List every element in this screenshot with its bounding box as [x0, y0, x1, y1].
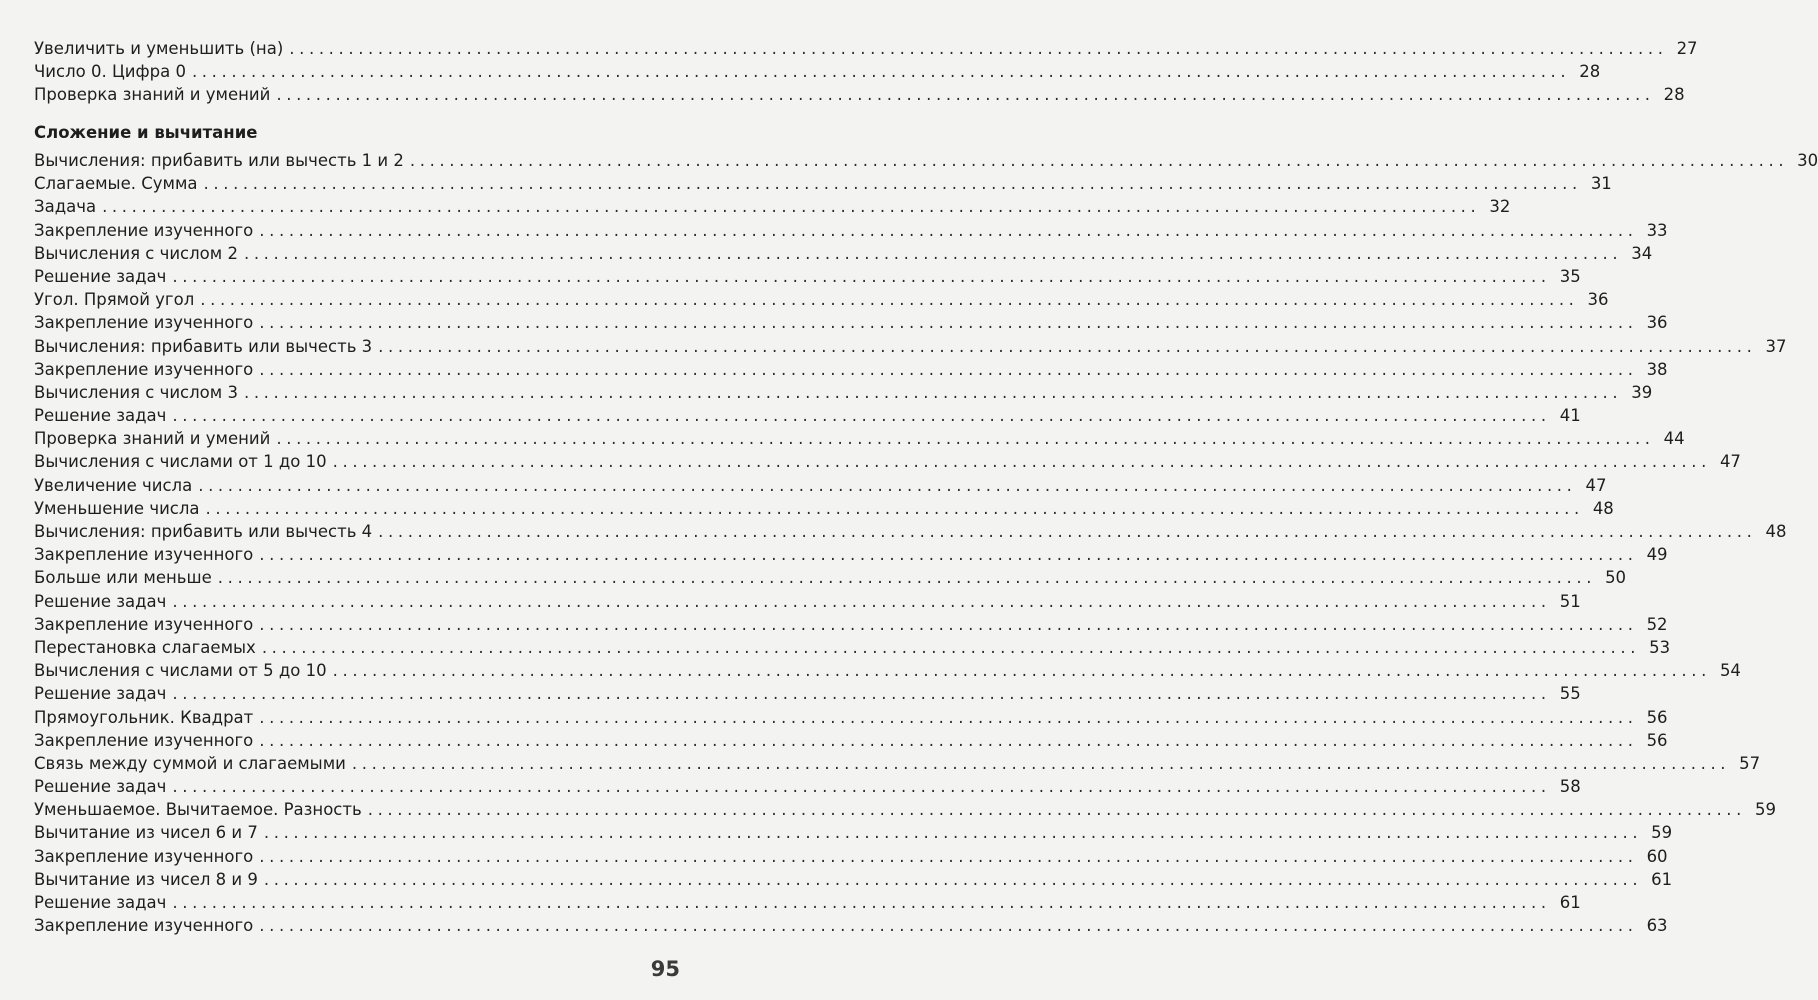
toc-entry-page: 34 [1631, 243, 1653, 263]
dot-leader: ............................................................................................................................................ [351, 753, 1731, 773]
toc-entry [34, 775, 1581, 798]
section-heading: Сложение и вычитание [34, 123, 258, 142]
dot-leader: ............................................................................................................................................ [289, 39, 1668, 58]
toc-entry-title: Задача [34, 197, 97, 217]
toc-entry [34, 636, 1671, 659]
toc-entry-title: Вычисления с числами от 5 до 10 [34, 661, 327, 681]
toc-entry [34, 335, 1787, 358]
toc-entry [34, 358, 1668, 381]
dot-leader: ............................................................................................................................................ [172, 266, 1551, 286]
toc-entry-page: 48 [1765, 522, 1787, 541]
toc-entry-page: 41 [1559, 406, 1581, 426]
toc-entry-page: 30 [1797, 151, 1818, 170]
toc-entry [34, 729, 1668, 752]
dot-leader: ............................................................................................................................................ [198, 475, 1577, 495]
toc-entry-page: 48 [1592, 498, 1614, 518]
toc-entry [34, 311, 1668, 334]
dot-leader: ............................................................................................................................................ [205, 498, 1584, 518]
toc-entry [34, 752, 1761, 775]
toc-entry-page: 63 [1646, 916, 1668, 936]
toc-entry [34, 891, 1581, 914]
toc-entry-title: Решение задач [34, 406, 167, 426]
toc-entry-page: 58 [1559, 777, 1581, 797]
toc-entry-page: 33 [1646, 220, 1668, 240]
toc-entry-title: Закрепление изученного [34, 359, 254, 379]
toc-entry-title: Проверка знаний и умений [34, 85, 271, 105]
toc-entry-title: Решение задач [34, 684, 167, 704]
dot-leader: ............................................................................................................................................ [102, 197, 1481, 217]
dot-leader: ............................................................................................................................................ [259, 846, 1638, 866]
toc-entry [34, 914, 1668, 937]
toc-entry-title: Вычитание из чисел 8 и 9 [34, 869, 258, 889]
toc-entry-title: Вычисления: прибавить или вычесть 4 [34, 522, 373, 541]
toc-entry-page: 44 [1663, 429, 1685, 449]
toc-entry [34, 265, 1581, 288]
toc-entry-page: 47 [1719, 452, 1741, 472]
dot-leader: ............................................................................................................................................ [261, 637, 1641, 657]
toc-entry-page: 39 [1631, 382, 1653, 402]
toc-entry-page: 37 [1765, 336, 1787, 356]
dot-leader: ............................................................................................................................................ [203, 174, 1582, 194]
dot-leader: ............................................................................................................................................ [276, 85, 1655, 105]
toc-entry-title: Решение задач [34, 777, 167, 797]
toc-entry-page: 56 [1646, 730, 1668, 750]
toc-entry-page: 55 [1559, 684, 1581, 704]
toc-entry-page: 47 [1585, 475, 1607, 495]
dot-leader: ............................................................................................................................................ [243, 243, 1623, 263]
toc-entry-title: Число 0. Цифра 0 [34, 62, 186, 82]
toc-entry-page: 38 [1646, 359, 1668, 379]
toc-entry-page: 61 [1559, 893, 1581, 912]
toc-entry [34, 566, 1627, 589]
dot-leader: ............................................................................................................................................ [259, 545, 1638, 565]
dot-leader: ............................................................................................................................................ [259, 220, 1638, 240]
toc-entry-title: Вычисления: прибавить или вычесть 3 [34, 336, 373, 356]
toc-entry-title: Решение задач [34, 893, 167, 912]
dot-leader: ............................................................................................................................................ [259, 916, 1638, 936]
dot-leader: ............................................................................................................................................ [172, 684, 1551, 704]
toc-entry [34, 381, 1653, 404]
toc-entry [34, 868, 1673, 891]
toc-entry-page: 28 [1663, 85, 1685, 105]
toc-entry-title: Вычисления с числом 3 [34, 382, 238, 402]
toc-entry-page: 36 [1646, 313, 1668, 333]
toc-entry-title: Вычисления с числом 2 [34, 243, 238, 263]
toc-entry-title: Прямоугольник. Квадрат [34, 707, 254, 727]
toc-entry [34, 195, 1511, 218]
toc-entry [34, 821, 1673, 844]
toc-entry-page: 53 [1649, 637, 1671, 657]
toc-entry-title: Перестановка слагаемых [34, 637, 256, 657]
toc-entry-title: Вычитание из чисел 6 и 7 [34, 823, 258, 843]
toc-entry-page: 54 [1719, 661, 1741, 681]
toc-entry [34, 149, 1818, 172]
toc-entry-title: Угол. Прямой угол [34, 290, 195, 310]
toc-entry [34, 219, 1668, 242]
dot-leader: ............................................................................................................................................ [172, 591, 1551, 611]
dot-leader: ............................................................................................................................................ [172, 406, 1551, 426]
toc-entry-page: 50 [1605, 568, 1627, 588]
toc-entry-page: 49 [1646, 545, 1668, 565]
toc-entry [34, 682, 1581, 705]
dot-leader: ............................................................................................................................................ [263, 823, 1643, 843]
dot-leader: ............................................................................................................................................ [378, 522, 1757, 541]
toc-entry-title: Решение задач [34, 266, 167, 286]
toc-top-list [34, 37, 1698, 107]
toc-entry [34, 427, 1685, 450]
toc-entry-page: 27 [1676, 39, 1698, 58]
toc-entry-title: Решение задач [34, 591, 167, 611]
toc-entry [34, 845, 1668, 868]
toc-entry [34, 242, 1653, 265]
toc-section-list [34, 149, 1818, 937]
toc-entry-title: Увеличение числа [34, 475, 193, 495]
toc-entry [34, 613, 1668, 636]
toc-entry-title: Слагаемые. Сумма [34, 174, 198, 194]
dot-leader: ............................................................................................................................................ [259, 614, 1638, 634]
toc-entry-page: 35 [1559, 266, 1581, 286]
toc-entry-page: 59 [1651, 823, 1673, 843]
toc-entry [34, 37, 1698, 60]
dot-leader: ............................................................................................................................................ [332, 661, 1711, 681]
dot-leader: ............................................................................................................................................ [172, 777, 1551, 797]
toc-entry-page: 60 [1646, 846, 1668, 866]
dot-leader: ............................................................................................................................................ [200, 290, 1579, 310]
toc-entry [34, 60, 1601, 83]
dot-leader: ............................................................................................................................................ [259, 359, 1638, 379]
toc-entry-title: Увеличить и уменьшить (на) [34, 39, 284, 58]
toc-entry-title: Закрепление изученного [34, 545, 254, 565]
toc-entry-title: Закрепление изученного [34, 220, 254, 240]
toc-entry-page: 52 [1646, 614, 1668, 634]
dot-leader: ............................................................................................................................................ [172, 893, 1551, 912]
toc-entry [34, 450, 1741, 473]
toc-entry-title: Закрепление изученного [34, 730, 254, 750]
toc-entry-title: Закрепление изученного [34, 846, 254, 866]
toc-entry [34, 288, 1609, 311]
toc-entry-page: 31 [1590, 174, 1612, 194]
toc-entry-page: 28 [1579, 62, 1601, 82]
dot-leader: ............................................................................................................................................ [191, 62, 1571, 82]
toc-entry-title: Закрепление изученного [34, 313, 254, 333]
toc-entry-page: 36 [1587, 290, 1609, 310]
toc-entry-title: Проверка знаний и умений [34, 429, 271, 449]
toc-entry [34, 798, 1776, 821]
toc-entry [34, 659, 1741, 682]
toc-entry-title: Закрепление изученного [34, 614, 254, 634]
toc-entry [34, 83, 1685, 106]
dot-leader: ............................................................................................................................................ [378, 336, 1757, 356]
toc-entry-page: 61 [1651, 869, 1673, 889]
toc-entry [34, 474, 1607, 497]
toc-entry-page: 56 [1646, 707, 1668, 727]
toc-entry-title: Связь между суммой и слагаемыми [34, 753, 346, 773]
toc-entry [34, 520, 1787, 543]
toc-entry-title: Закрепление изученного [34, 916, 254, 936]
toc-entry-title: Больше или меньше [34, 568, 212, 588]
dot-leader: ............................................................................................................................................ [263, 869, 1643, 889]
dot-leader: ............................................................................................................................................ [409, 151, 1789, 170]
toc-entry-title: Уменьшение числа [34, 498, 200, 518]
dot-leader: ............................................................................................................................................ [217, 568, 1597, 588]
dot-leader: ............................................................................................................................................ [367, 800, 1746, 820]
toc-entry-page: 32 [1489, 197, 1511, 217]
toc-entry [34, 590, 1581, 613]
toc-entry [34, 172, 1612, 195]
toc-entry-title: Вычисления с числами от 1 до 10 [34, 452, 327, 472]
dot-leader: ............................................................................................................................................ [243, 382, 1623, 402]
dot-leader: ............................................................................................................................................ [276, 429, 1655, 449]
toc-entry-title: Вычисления: прибавить или вычесть 1 и 2 [34, 151, 404, 170]
toc-entry-title: Уменьшаемое. Вычитаемое. Разность [34, 800, 362, 820]
dot-leader: ............................................................................................................................................ [259, 707, 1638, 727]
dot-leader: ............................................................................................................................................ [332, 452, 1711, 472]
toc-entry-page: 59 [1755, 800, 1776, 820]
toc-entry-page: 51 [1559, 591, 1581, 611]
toc-entry [34, 404, 1581, 427]
dot-leader: ............................................................................................................................................ [259, 313, 1638, 333]
dot-leader: ............................................................................................................................................ [259, 730, 1638, 750]
toc-entry [34, 497, 1614, 520]
toc-entry [34, 543, 1668, 566]
toc-entry [34, 706, 1668, 729]
page-number: 95 [650, 957, 680, 981]
toc-entry-page: 57 [1739, 753, 1761, 773]
